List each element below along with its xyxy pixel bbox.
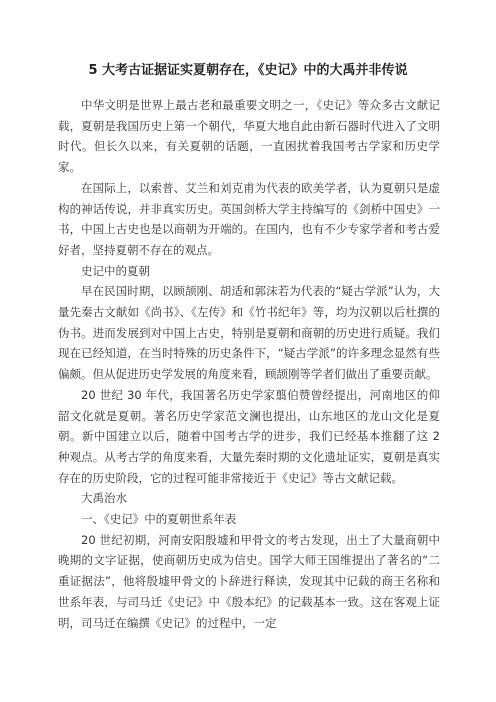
paragraph-archaeology-views: 20 世纪 30 年代，我国著名历史学家翦伯赞曾经提出，河南地区的仰韶文化就是夏朝。著名历史学家范文澜也提出，山东地区的龙山文化是夏朝。新中国建立以后，随着中国考古学的进步，我们已经基本推翻了这 2 种观点。从考古学的角度来看，大量先秦时期的文化遗址证实，夏朝是真实存在的历史阶段，它的过程可能非常接近于《史记》等古文献记载。	[58, 387, 440, 485]
section-heading-dayu: 大禹治水	[81, 491, 127, 506]
paragraph-international-view: 在国际上，以索普、艾兰和刘克甫为代表的欧美学者，认为夏朝只是虚构的神话传说，并非真实历史。英国剑桥大学主持编写的《剑桥中国史》一书，中国上古史也是以商朝为开端的。在国内，也有不少专家学者和考古爱好者，坚持夏朝不存在的观点。	[58, 180, 440, 257]
article-title: 5 大考古证据证实夏朝存在，《史记》中的大禹并非传说	[88, 63, 408, 78]
article-body	[58, 95, 440, 633]
section-heading-xia-in-shiji: 史记中的夏朝	[81, 263, 150, 278]
paragraph-intro: 中华文明是世界上最古老和最重要文明之一，《史记》等众多古文献记载，夏朝是我国历史上第一个朝代，华夏大地自此由新石器时代进入了文明时代。但长久以来，有关夏朝的话题，一直困扰着我国考古学家和历史学家。	[58, 98, 440, 175]
section-heading-genealogy: 一、《史记》中的夏朝世系年表	[81, 512, 237, 527]
paragraph-yinxu-discovery: 20 世纪初期，河南安阳殷墟和甲骨文的考古发现，出土了大量商朝中晚期的文字证据，使商朝历史成为信史。国学大师王国维提出了著名的“二重证据法”，他将殷墟甲骨文的卜辞进行释读，发现其中记载的商王名称和世系年表，与司马迁《史记》中《殷本纪》的记载基本一致。这在客观上证明，司马迁在编撰《史记》的过程中，一定	[58, 532, 440, 630]
paragraph-doubting-school: 早在民国时期，以顾颉刚、胡适和郭沫若为代表的“疑古学派”认为，大量先秦古文献如《尚书》、《左传》和《竹书纪年》等，均为汉朝以后杜撰的伪书。进而发展到对中国上古史，特别是夏朝和商朝的历史进行质疑。我们现在已经知道，在当时特殊的历史条件下，“疑古学派”的许多理念显然有些偏颇。但从促进历史学发展的角度来看，顾颉刚等学者们做出了重要贡献。	[58, 284, 440, 382]
